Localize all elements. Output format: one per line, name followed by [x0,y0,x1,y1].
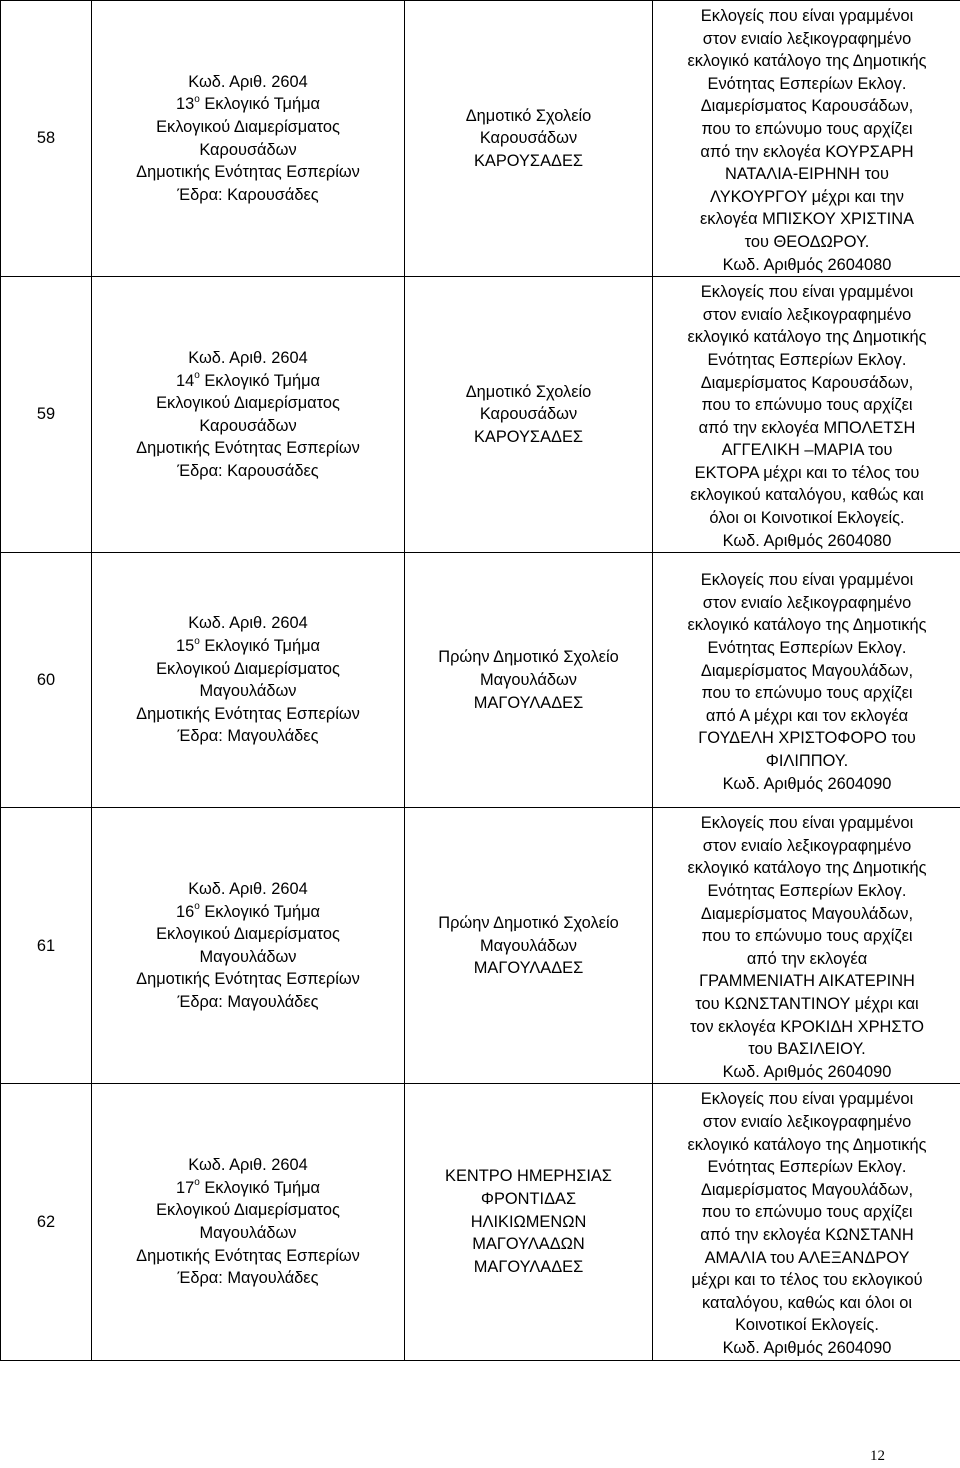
section-line: Καρουσάδων [199,416,297,435]
venue-line: ΦΡΟΝΤΙΔΑΣ [480,1190,577,1209]
section-ordinal: 15 [175,637,195,656]
venue-line: Μαγουλάδων [480,670,577,689]
venue-line: Μαγουλάδων [480,936,577,955]
voters-line: Διαμερίσματος Καρουσάδων, [700,373,914,392]
voters-line: που το επώνυμο τους αρχίζει [701,396,913,415]
voters-line: στον ενιαίο λεξικογραφημένο [702,305,912,324]
voters-line: ΦΙΛΙΠΠΟΥ. [765,752,849,771]
voters-line: Διαμερίσματος Καρουσάδων, [700,97,914,116]
section-line: Δημοτικής Ενότητας Εσπερίων [136,1246,360,1265]
voters-line: ΑΓΓΕΛΙΚΗ –ΜΑΡΙΑ του [721,441,893,460]
section-cell [92,808,405,1084]
section-title-text: Εκλογικό Τμήμα [199,371,321,390]
voters-line: Ενότητας Εσπερίων Εκλογ. [707,350,907,369]
section-line: Εκλογικού Διαμερίσματος [156,659,340,678]
voters-line: ΓΡΑΜΜΕΝΙΑΤΗ ΑΙΚΑΤΕΡΙΝΗ [699,972,915,991]
voters-line: Εκλογείς που είναι γραμμένοι [700,1090,914,1109]
section-line: Μαγουλάδων [199,682,297,701]
section-title-text: Εκλογικό Τμήμα [199,95,321,114]
section-seat: Έδρα: Μαγουλάδες [177,993,319,1011]
section-seat: Έδρα: Καρουσάδες [177,461,319,480]
table-row [1,808,960,1084]
voters-text [653,565,960,795]
section-code: Κωδ. Αριθ. 2604 [188,348,308,367]
venue-line: Πρώην Δημοτικό Σχολείο [438,913,619,932]
table-row [1,277,960,553]
section-cell [92,1084,405,1360]
section-code: Κωδ. Αριθ. 2604 [188,880,308,899]
voters-line: από την εκλογέα [746,949,868,968]
section-line: Μαγουλάδων [199,1223,297,1242]
voters-line: από Α μέχρι και τον εκλογέα [705,706,909,725]
venue-line: ΜΑΓΟΥΛΑΔΩΝ [472,1235,585,1254]
voters-line: Διαμερίσματος Μαγουλάδων, [700,661,914,680]
page-number: 12 [870,1448,885,1464]
voters-line: καταλόγου, καθώς και όλοι οι [702,1293,912,1312]
table-row [1,1084,960,1360]
voters-line: Κοινοτικοί Εκλογείς. [735,1316,879,1335]
section-line: Εκλογικού Διαμερίσματος [156,117,340,136]
voters-text [653,1084,960,1359]
voters-line: ΝΑΤΑΛΙΑ-ΕΙΡΗΝΗ του [725,165,889,184]
row-number: 60 [1,553,92,808]
section-line: Δημοτικής Ενότητας Εσπερίων [136,163,360,182]
section-line: Εκλογικού Διαμερίσματος [156,925,340,944]
voters-line: εκλογικό κατάλογο της Δημοτικής [687,1135,927,1154]
venue-line: ΜΑΓΟΥΛΑΔΕΣ [473,1257,584,1276]
row-number: 61 [1,808,92,1084]
ordinal-superscript: ο [194,635,200,647]
row-number: 62 [1,1084,92,1360]
voters-line: στον ενιαίο λεξικογραφημένο [702,836,912,855]
venue-line: ΚΑΡΟΥΣΑΔΕΣ [473,151,584,170]
venue-line: ΚΑΡΟΥΣΑΔΕΣ [473,427,584,446]
voters-cell [653,1,960,277]
venue-line: ΗΛΙΚΙΩΜΕΝΩΝ [470,1212,587,1231]
voters-line: όλοι οι Κοινοτικοί Εκλογείς. [709,509,905,528]
voters-line: εκλογικό κατάλογο της Δημοτικής [687,328,927,347]
voters-line: που το επώνυμο τους αρχίζει [701,1203,913,1222]
table-row [1,1,960,277]
ordinal-superscript: ο [194,901,200,913]
voters-line: Εκλογείς που είναι γραμμένοι [700,814,914,833]
voters-line: από την εκλογέα ΚΩΝΣΤΑΝΗ [700,1225,914,1244]
section-code: Κωδ. Αριθ. 2604 [188,614,308,633]
section-seat: Έδρα: Μαγουλάδες [177,1269,319,1288]
voters-line: ΑΜΑΛΙΑ του ΑΛΕΞΑΝΔΡΟΥ [704,1248,910,1267]
voters-line: ΛΥΚΟΥΡΓΟΥ μέχρι και την [710,187,904,206]
voters-line: τον εκλογέα ΚΡΟΚΙΔΗ ΧΡΗΣΤΟ [690,1017,924,1036]
section-title [92,635,404,658]
voters-line: Εκλογείς που είναι γραμμένοι [700,7,914,25]
voters-line: που το επώνυμο τους αρχίζει [701,684,913,703]
section-line: Δημοτικής Ενότητας Εσπερίων [136,704,360,723]
voters-line: ΕΚΤΟΡΑ μέχρι και το τέλος του [694,463,920,482]
voters-line: από την εκλογέα ΜΠΟΛΕΤΣΗ [698,418,916,437]
venue-cell [405,553,653,808]
voters-line: στον ενιαίο λεξικογραφημένο [702,593,912,612]
voters-line: στον ενιαίο λεξικογραφημένο [702,29,912,48]
section-title [92,1177,404,1200]
voters-line: Ενότητας Εσπερίων Εκλογ. [707,882,907,901]
voters-line: ΓΟΥΔΕΛΗ ΧΡΙΣΤΟΦΟΡΟ του [698,729,916,748]
voters-text [653,277,960,552]
section-cell [92,277,405,553]
section-line: Δημοτικής Ενότητας Εσπερίων [136,439,360,458]
venue-line: Καρουσάδων [479,129,578,148]
section-line: Μαγουλάδων [199,947,297,966]
voters-line: που το επώνυμο τους αρχίζει [701,927,913,946]
voters-line: εκλογικού καταλόγου, καθώς και [690,486,924,505]
section-ordinal: 13 [175,95,195,114]
venue-cell [405,1,653,277]
voters-line: εκλογικό κατάλογο της Δημοτικής [687,616,927,635]
section-title [92,370,404,393]
voters-cell [653,553,960,808]
section-title-text: Εκλογικό Τμήμα [199,902,321,921]
venue-line: Δημοτικό Σχολείο [465,382,592,401]
section-ordinal: 16 [175,902,195,921]
voters-line: μέχρι και το τέλος του εκλογικού [691,1271,923,1290]
section-title-text: Εκλογικό Τμήμα [199,637,321,656]
section-line: Εκλογικού Διαμερίσματος [156,394,340,413]
voters-line: του ΒΑΣΙΛΕΙΟΥ. [748,1040,866,1059]
section-line: Εκλογικού Διαμερίσματος [156,1201,340,1220]
voters-line: Ενότητας Εσπερίων Εκλογ. [707,1158,907,1177]
voters-line: εκλογικό κατάλογο της Δημοτικής [687,859,927,878]
section-line: Καρουσάδων [199,140,297,159]
voters-line: Εκλογείς που είναι γραμμένοι [700,571,914,590]
section-seat: Έδρα: Μαγουλάδες [177,727,319,746]
voters-cell [653,277,960,553]
section-seat: Έδρα: Καρουσάδες [177,185,319,204]
voters-line: Κωδ. Αριθμός 2604090 [722,774,892,793]
venue-line: Δημοτικό Σχολείο [465,106,592,125]
voters-line: εκλογικό κατάλογο της Δημοτικής [687,52,927,71]
voters-line: Διαμερίσματος Μαγουλάδων, [700,1180,914,1199]
ordinal-superscript: ο [194,1177,200,1189]
voters-line: Διαμερίσματος Μαγουλάδων, [700,904,914,923]
section-title-text: Εκλογικό Τμήμα [199,1178,321,1197]
voters-line: που το επώνυμο τους αρχίζει [701,119,913,138]
section-ordinal: 14 [175,371,195,390]
section-title [92,93,404,116]
section-ordinal: 17 [175,1178,195,1197]
section-line: Δημοτικής Ενότητας Εσπερίων [136,970,360,989]
voters-line: Ενότητας Εσπερίων Εκλογ. [707,639,907,658]
voters-line: Κωδ. Αριθμός 2604090 [722,1062,892,1081]
section-cell [92,1,405,277]
venue-line: Πρώην Δημοτικό Σχολείο [438,648,619,667]
ordinal-superscript: ο [194,93,200,105]
ordinal-superscript: ο [194,370,200,382]
section-title [92,901,404,924]
voters-text [653,1,960,276]
voters-line: από την εκλογέα ΚΟΥΡΣΑΡΗ [700,142,914,161]
venue-line: ΜΑΓΟΥΛΑΔΕΣ [473,959,584,978]
section-cell [92,553,405,808]
venue-cell [405,808,653,1084]
row-number: 58 [1,1,92,277]
voters-line: του ΚΩΝΣΤΑΝΤΙΝΟΥ μέχρι και [695,995,919,1013]
venue-line: ΚΕΝΤΡΟ ΗΜΕΡΗΣΙΑΣ [445,1167,612,1186]
table-body [1,1,960,1361]
venue-cell [405,1084,653,1360]
section-code: Κωδ. Αριθ. 2604 [188,1156,308,1175]
row-number: 59 [1,277,92,553]
voters-line: του ΘΕΟΔΩΡΟΥ. [744,232,870,251]
voters-line: Κωδ. Αριθμός 2604080 [722,255,892,274]
voters-line: Κωδ. Αριθμός 2604090 [722,1338,892,1357]
voters-line: εκλογέα ΜΠΙΣΚΟΥ ΧΡΙΣΤΙΝΑ [700,210,914,229]
voters-line: Κωδ. Αριθμός 2604080 [722,531,892,550]
venue-line: Καρουσάδων [479,405,578,424]
section-code: Κωδ. Αριθ. 2604 [188,72,308,91]
voters-line: Εκλογείς που είναι γραμμένοι [700,283,914,302]
voters-line: Ενότητας Εσπερίων Εκλογ. [707,74,907,93]
voters-cell [653,808,960,1084]
venue-cell [405,277,653,553]
table-row [1,553,960,808]
voters-cell [653,1084,960,1360]
voters-text [653,808,960,1083]
venue-line: ΜΑΓΟΥΛΑΔΕΣ [473,693,584,712]
voters-line: στον ενιαίο λεξικογραφημένο [702,1112,912,1131]
